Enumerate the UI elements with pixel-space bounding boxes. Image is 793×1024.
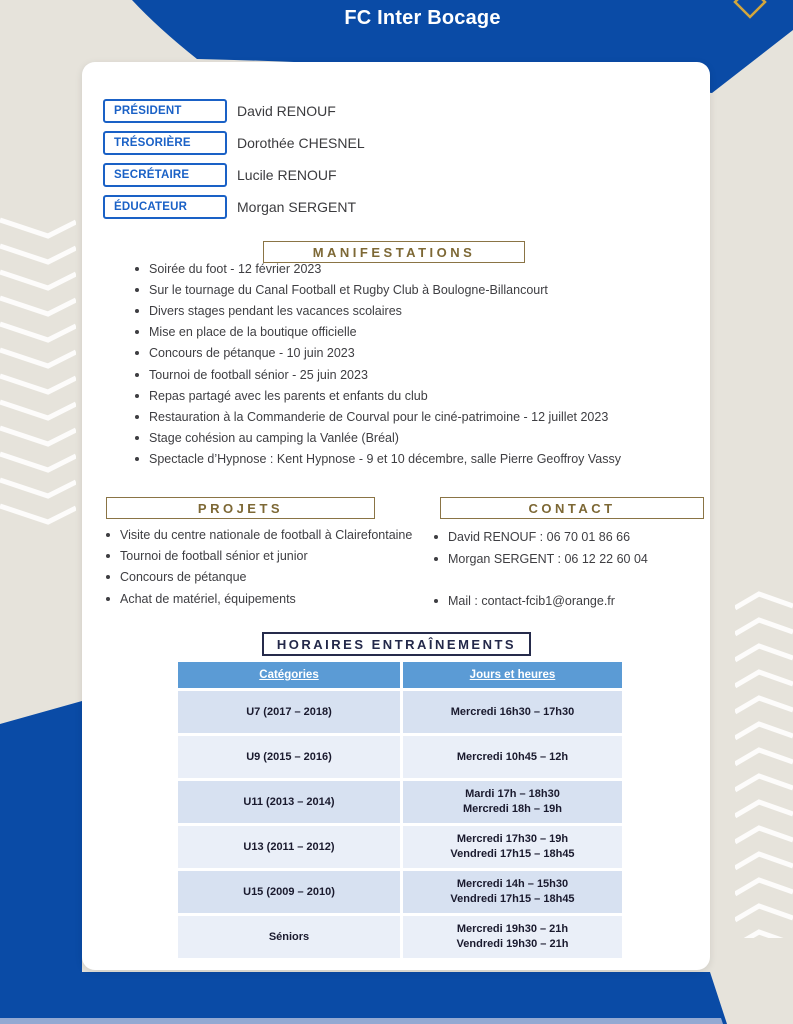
projets-heading: PROJETS [106,497,375,519]
officer-name: David RENOUF [237,103,336,119]
bullet-icon [106,575,110,579]
manifestation-item [135,364,621,385]
category-cell: U13 (2011 – 2012) [178,826,400,868]
schedule-cell: Mercredi 19h30 – 21h Vendredi 19h30 – 21h [403,916,622,958]
manifestation-item [135,428,621,449]
manifestations-heading: MANIFESTATIONS [263,241,525,263]
schedule-cell: Mardi 17h – 18h30 Mercredi 18h – 19h [403,781,622,823]
table-row [178,736,622,778]
content-card [82,62,710,970]
manifestation-item [135,449,621,470]
schedule-cell: Mercredi 14h – 15h30 Vendredi 17h15 – 18h45 [403,871,622,913]
officers-list [103,99,365,227]
officer-name: Dorothée CHESNEL [237,135,365,151]
contact-item-phone [434,526,648,548]
manifestation-text: Tournoi de football sénior - 25 juin 2023 [149,367,368,382]
table-row [178,871,622,913]
manifestation-text: Spectacle d’Hypnose : Kent Hypnose - 9 et 10 décembre, salle Pierre Geoffroy Vassy [149,452,622,467]
manifestation-text: Concours de pétanque - 10 juin 2023 [149,346,355,361]
projet-text: Visite du centre nationale de football à Clairefontaine [120,527,413,542]
projet-text: Tournoi de football sénior et junior [120,548,308,563]
category-cell: Séniors [178,916,400,958]
table-row [178,781,622,823]
schedule-cell: Mercredi 10h45 – 12h [403,736,622,778]
manifestation-item [135,258,621,279]
category-cell: U7 (2017 – 2018) [178,691,400,733]
role-badge-president: PRÉSIDENT [103,99,227,123]
manifestation-text: Sur le tournage du Canal Football et Rugby Club à Boulogne-Billancourt [149,282,548,297]
table-body [178,691,622,958]
bullet-icon [135,457,139,461]
manifestations-list [135,258,621,470]
manifestation-item [135,300,621,321]
contact-item-phone [434,548,648,570]
bullet-icon [434,535,438,539]
schedule-cell: Mercredi 16h30 – 17h30 [403,691,622,733]
projets-list [106,524,412,609]
table-row [178,691,622,733]
category-cell: U15 (2009 – 2010) [178,871,400,913]
contact-list [434,526,648,612]
role-badge-educateur: ÉDUCATEUR [103,195,227,219]
manifestation-text: Stage cohésion au camping la Vanlée (Bréal) [149,431,399,446]
officer-row [103,163,365,187]
role-badge-secretaire: SECRÉTAIRE [103,163,227,187]
bullet-icon [106,533,110,537]
contact-email-text: Mail : contact-fcib1@orange.fr [448,594,615,608]
table-row [178,916,622,958]
projet-text: Achat de matériel, équipements [120,591,296,606]
schedule-cell: Mercredi 17h30 – 19h Vendredi 17h15 – 18h45 [403,826,622,868]
bullet-icon [106,554,110,558]
bullet-icon [135,394,139,398]
bullet-icon [434,557,438,561]
bullet-icon [135,288,139,292]
projet-item [106,524,412,545]
officer-row [103,195,365,219]
projet-item [106,545,412,566]
table-header-row [178,662,622,688]
manifestation-item [135,406,621,427]
manifestation-text: Divers stages pendant les vacances scolaires [149,303,402,318]
bullet-icon [135,267,139,271]
projet-item [106,567,412,588]
bullet-icon [135,415,139,419]
projet-item [106,588,412,609]
bullet-icon [135,330,139,334]
manifestation-text: Soirée du foot - 12 février 2023 [149,261,322,276]
officer-name: Lucile RENOUF [237,167,337,183]
training-schedule-table [178,662,622,961]
column-header-jours: Jours et heures [403,662,622,688]
column-header-categories: Catégories [178,662,400,688]
category-cell: U11 (2013 – 2014) [178,781,400,823]
chevron-pattern-left [0,214,76,526]
manifestation-text: Restauration à la Commanderie de Courval pour le ciné-patrimoine - 12 juillet 2023 [149,409,609,424]
table-row [178,826,622,868]
officer-name: Morgan SERGENT [237,199,357,215]
manifestation-text: Mise en place de la boutique officielle [149,325,357,340]
contact-heading: CONTACT [440,497,704,519]
manifestation-item [135,343,621,364]
page-title: FC Inter Bocage [344,7,501,29]
bullet-icon [135,373,139,377]
manifestation-item [135,385,621,406]
bullet-icon [135,436,139,440]
horaires-heading: HORAIRES ENTRAÎNEMENTS [262,632,531,656]
bullet-icon [106,597,110,601]
role-badge-tresoriere: TRÉSORIÈRE [103,131,227,155]
projet-text: Concours de pétanque [120,570,247,585]
bullet-icon [434,599,438,603]
contact-item-email [434,590,648,612]
category-cell: U9 (2015 – 2016) [178,736,400,778]
bullet-icon [135,351,139,355]
officer-row [103,131,365,155]
officer-row [103,99,365,123]
contact-text: David RENOUF : 06 70 01 86 66 [448,530,631,544]
bullet-icon [135,309,139,313]
manifestation-text: Repas partagé avec les parents et enfants du club [149,388,428,403]
manifestation-item [135,322,621,343]
manifestation-item [135,279,621,300]
contact-text: Morgan SERGENT : 06 12 22 60 04 [448,552,648,566]
